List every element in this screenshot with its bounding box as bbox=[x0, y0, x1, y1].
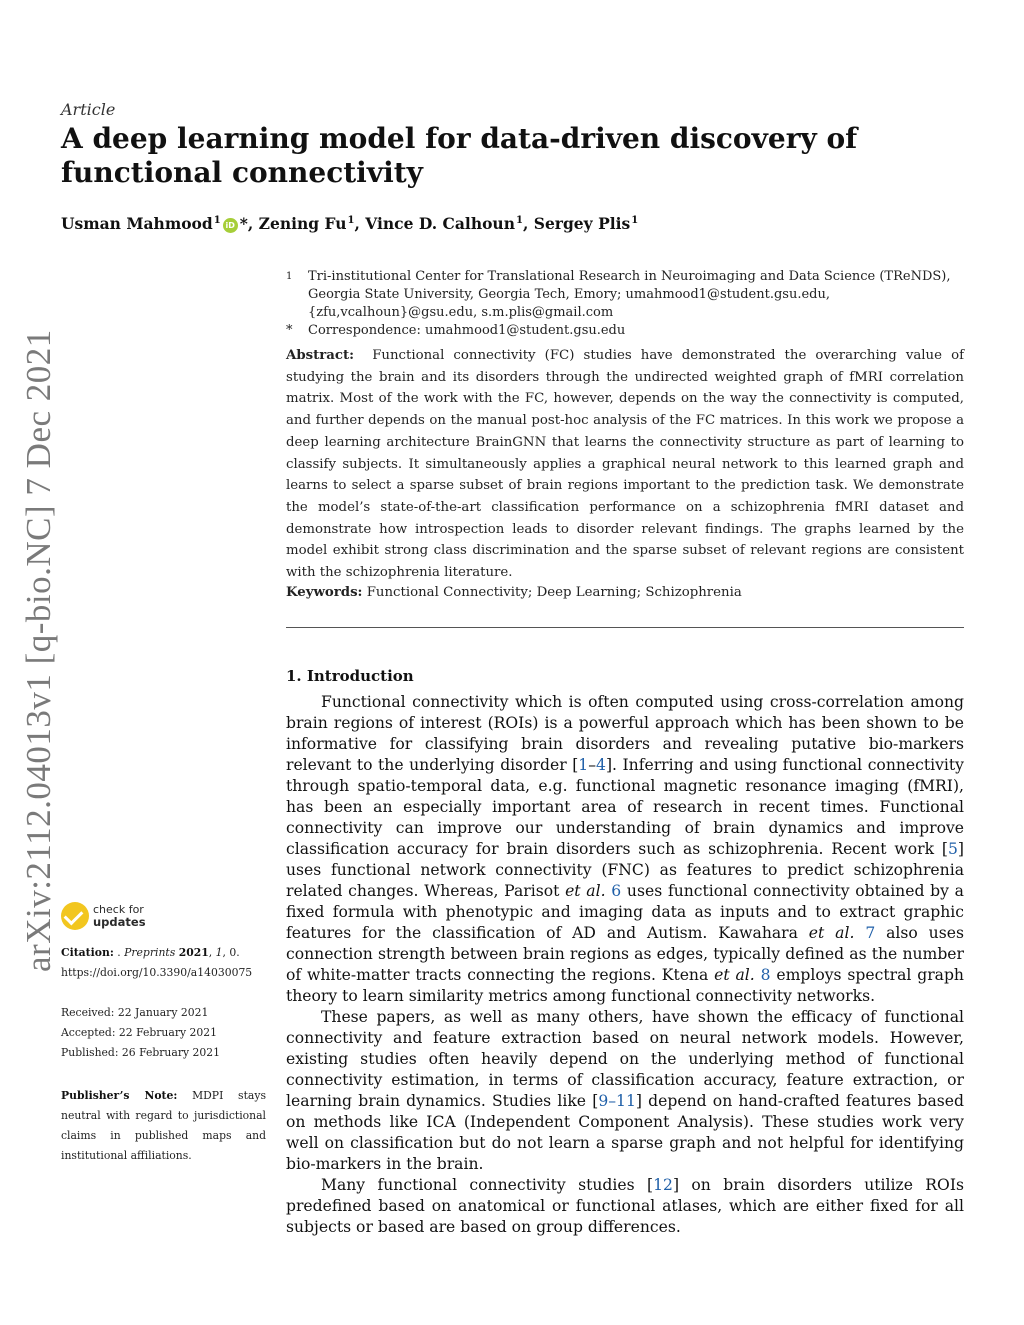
abstract-label: Abstract: bbox=[286, 348, 355, 363]
citation-journal: Preprints bbox=[124, 946, 176, 959]
citation-link[interactable]: 4 bbox=[596, 756, 606, 774]
section-body bbox=[286, 692, 964, 1238]
author-name: Vince D. Calhoun bbox=[365, 214, 515, 233]
citation-link[interactable]: 1 bbox=[578, 756, 589, 774]
dates-block bbox=[61, 1003, 266, 1063]
doi-link[interactable]: https://doi.org/10.3390/a14030075 bbox=[61, 966, 253, 979]
paragraph-text: ] depend on hand-crafted features based on methods like ICA (Independent Component Analysis). These studies work very well on classification but do not learn a sparse graph and not helpful for identifying bio-markers in the brain. bbox=[286, 1092, 964, 1173]
citation-dash: – bbox=[588, 756, 597, 774]
paragraph-text: ] on brain disorders utilize ROIs predefined based on anatomical or functional atlases, which are either fixed for all subjects or based are based on group differences. bbox=[286, 1176, 964, 1236]
citation-block bbox=[61, 943, 266, 983]
keywords-text: Functional Connectivity; Deep Learning; Schizophrenia bbox=[366, 585, 742, 600]
publisher-note bbox=[61, 1086, 266, 1166]
citation-dash: – bbox=[608, 1092, 617, 1110]
paragraph-text: These papers, as well as many others, have shown the efficacy of functional connectivity and feature extraction based on neural network models. However, existing studies often heavily depend on the underlying method of functional connectivity estimation, in terms of classification accuracy, feature extraction, or learning brain dynamics. Studies like [ bbox=[286, 1008, 964, 1110]
et-al: et al. bbox=[565, 882, 606, 900]
correspondence-mark: * bbox=[286, 323, 293, 338]
abstract-text: Functional connectivity (FC) studies have demonstrated the overarching value of studying the brain and its disorders through the undirected weighted graph of fMRI correlation matrix. Most of the work with the FC, however, depends on the way the connectivity is computed, and further depends on the manual post-hoc analysis of the FC matrices. In this work we propose a deep learning architecture BrainGNN that learns the connectivity structure as part of learning to classify subjects. It simultaneously applies a graphical neural network to this learned graph and learns to select a sparse subset of brain regions important to the prediction task. We demonstrate the model’s state-of-the-art classification performance on a schizophrenia fMRI dataset and demonstrate how introspection leads to disorder relevant findings. The graphs learned by the model exhibit strong class discrimination and the sparse subset of relevant regions are consistent with the schizophrenia literature. bbox=[286, 348, 964, 581]
citation-volume: 1 bbox=[215, 946, 223, 959]
paper-title: A deep learning model for data-driven discovery of functional connectivity bbox=[61, 122, 858, 189]
author-name: Zening Fu bbox=[258, 214, 347, 233]
paragraph-text: ] uses functional network connectivity (FNC) as features to predict schizophrenia related changes. Whereas, Parisot bbox=[286, 840, 964, 900]
citation-line: Citation: . Preprints 2021, 1, 0. bbox=[61, 946, 240, 959]
paragraph-text: employs spectral graph theory to learn similarity metrics among functional connectivity networks. bbox=[286, 966, 964, 1005]
paragraph bbox=[286, 692, 964, 1007]
citation-page: , 0. bbox=[222, 946, 240, 959]
correspondence-text: Correspondence: umahmood1@student.gsu.edu bbox=[308, 323, 626, 338]
affiliation-mark: 1 bbox=[213, 214, 221, 226]
paragraph-text: uses functional connectivity obtained by a fixed formula with phenotypic and imaging data as inputs and to extract graphic features for the classification of AD and Autism. Kawahara bbox=[286, 882, 964, 942]
citation-link[interactable]: 5 bbox=[947, 840, 958, 858]
paragraph-text: Functional connectivity which is often computed using cross-correlation among brain regions of interest (ROIs) is a powerful approach which has been shown to be informative for classifying brain disorders and revealing putative bio-markers relevant to the underlying disorder [ bbox=[286, 693, 964, 774]
abstract bbox=[286, 345, 964, 584]
paragraph-text: Many functional connectivity studies [ bbox=[321, 1176, 654, 1194]
publisher-note-label: Publisher’s Note: bbox=[61, 1089, 178, 1102]
check-for-updates-badge[interactable] bbox=[61, 902, 146, 930]
paragraph-text: also uses connection strength between brain regions as edges, typically defined as the number of white-matter tracts connecting the regions. Ktena bbox=[286, 924, 964, 984]
check-updates-line2: updates bbox=[93, 914, 146, 929]
paragraph-text: ]. Inferring and using functional connectivity through spatio-temporal data, e.g. functional magnetic resonance imaging (fMRI), has been an especially important area of research in recent times. Functional connectivity can improve our understanding of brain dynamics and improve classification accuracy for brain disorders such as schizophrenia. Recent work [ bbox=[286, 756, 964, 858]
paragraph bbox=[286, 1175, 964, 1238]
et-al: et al. bbox=[808, 924, 855, 942]
keywords bbox=[286, 583, 964, 603]
affiliation-row bbox=[286, 268, 966, 322]
affiliation-number: 1 bbox=[286, 271, 293, 282]
section-divider bbox=[286, 627, 964, 628]
accepted-date: Accepted: 22 February 2021 bbox=[61, 1026, 217, 1039]
correspondence-row bbox=[286, 322, 966, 340]
arxiv-stamp: arXiv:2112.04013v1 [q-bio.NC] 7 Dec 2021 bbox=[19, 329, 58, 973]
affiliations bbox=[286, 268, 966, 340]
author-separator: , bbox=[354, 214, 360, 233]
affiliation-mark: 1 bbox=[631, 214, 639, 226]
citation-link[interactable]: 6 bbox=[611, 882, 622, 900]
citation-year: 2021 bbox=[178, 946, 209, 959]
check-updates-text bbox=[93, 904, 146, 929]
section-heading: 1. Introduction bbox=[286, 667, 414, 685]
citation-link[interactable]: 12 bbox=[653, 1176, 673, 1194]
citation-link[interactable]: 9 bbox=[598, 1092, 609, 1110]
keywords-label: Keywords: bbox=[286, 585, 363, 600]
corresponding-mark: *, bbox=[239, 214, 254, 233]
et-al: et al. bbox=[714, 966, 755, 984]
citation-link[interactable]: 11 bbox=[616, 1092, 636, 1110]
citation-link[interactable]: 8 bbox=[760, 966, 771, 984]
affiliation-mark: 1 bbox=[347, 214, 355, 226]
orcid-icon[interactable]: iD bbox=[223, 218, 238, 233]
author-list bbox=[61, 214, 638, 233]
citation-link[interactable]: 7 bbox=[865, 924, 876, 942]
affiliation-text: Tri-institutional Center for Translational Research in Neuroimaging and Data Science (TReNDS), Georgia State University, Georgia Tech, Emory; umahmood1@student.gsu.edu, {zfu,vcalhoun}@gsu.edu, s.m.plis@gmail.com bbox=[308, 269, 951, 320]
publisher-note-text: MDPI stays neutral with regard to jurisdictional claims in published maps and institutional affiliations. bbox=[61, 1089, 266, 1162]
citation-label: Citation: bbox=[61, 946, 114, 959]
paragraph bbox=[286, 1007, 964, 1175]
published-date: Published: 26 February 2021 bbox=[61, 1046, 220, 1059]
affiliation-mark: 1 bbox=[515, 214, 523, 226]
author-name: Usman Mahmood bbox=[61, 214, 213, 233]
received-date: Received: 22 January 2021 bbox=[61, 1006, 209, 1019]
article-type-label: Article bbox=[61, 100, 116, 119]
checkmark-icon bbox=[61, 902, 89, 930]
author-separator: , bbox=[522, 214, 529, 233]
check-updates-line1: check for bbox=[93, 902, 144, 916]
author-name: Sergey Plis bbox=[533, 214, 631, 233]
citation-pre: . bbox=[113, 946, 125, 959]
